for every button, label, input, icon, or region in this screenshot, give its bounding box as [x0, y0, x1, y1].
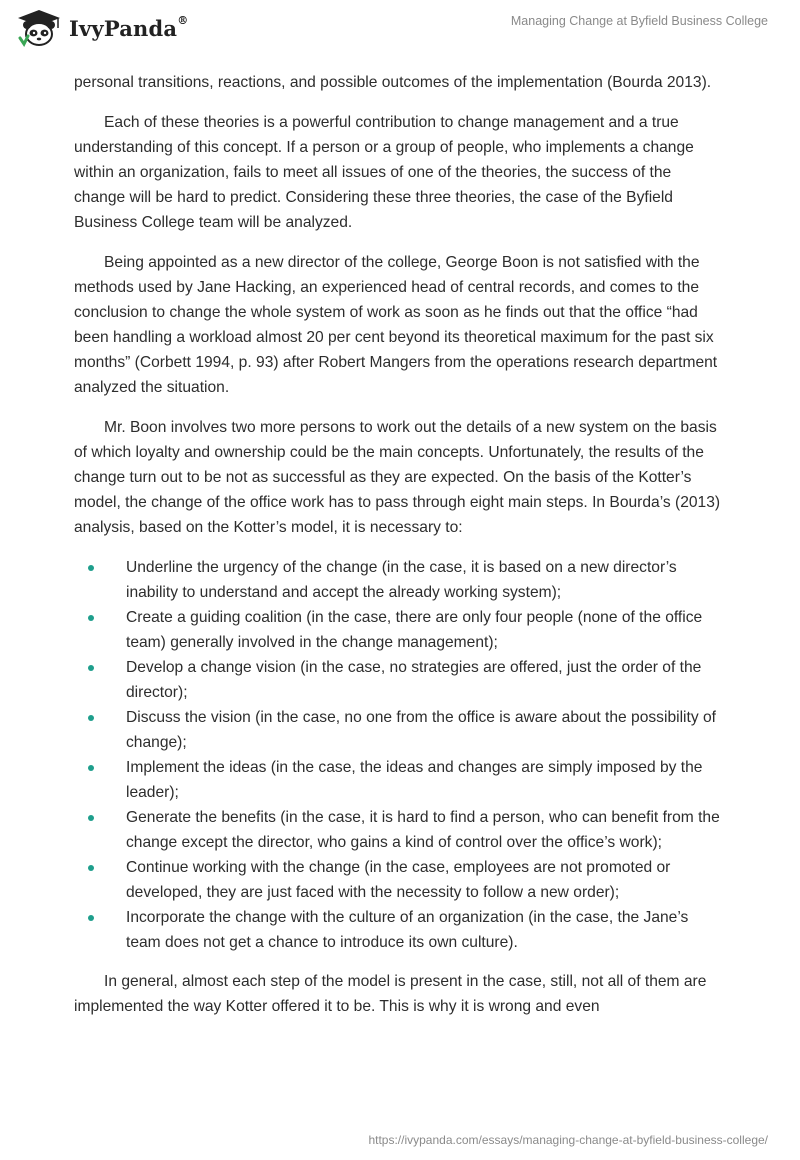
source-url[interactable]: https://ivypanda.com/essays/managing-change-at-byfield-business-college/ — [368, 1133, 768, 1147]
bullet-icon — [88, 665, 94, 671]
bullet-icon — [88, 615, 94, 621]
brand-name: IvyPanda® — [69, 13, 189, 41]
page-header — [0, 0, 800, 70]
document-title: Managing Change at Byfield Business College — [510, 14, 768, 28]
list-item: Underline the urgency of the change (in the case, it is based on a new director’s inability to understand and accept the already working system); — [74, 555, 724, 605]
bullet-icon — [88, 915, 94, 921]
kotter-steps-list — [74, 555, 724, 955]
list-item: Incorporate the change with the culture of an organization (in the case, the Jane’s team does not get a chance to introduce its own culture). — [74, 905, 724, 955]
paragraph-1: personal transitions, reactions, and possible outcomes of the implementation (Bourda 2013). — [74, 74, 712, 91]
list-item: Implement the ideas (in the case, the ideas and changes are simply imposed by the leader); — [74, 755, 724, 805]
bullet-icon — [88, 865, 94, 871]
paragraph-4: Mr. Boon involves two more persons to work out the details of a new system on the basis of which loyalty and ownership could be the main concepts. Unfortunately, the results of the change turn out to be not as successful as they are expected. On the basis of the Kotter’s model, the change of the office work has to pass through eight main steps. In Bourda’s (2013) analysis, based on the Kotter’s model, it is necessary to: — [74, 419, 721, 536]
list-item: Continue working with the change (in the case, employees are not promoted or developed, they are just faced with the necessity to follow a new order); — [74, 855, 724, 905]
list-item: Discuss the vision (in the case, no one from the office is aware about the possibility of change); — [74, 705, 724, 755]
paragraph-3: Being appointed as a new director of the college, George Boon is not satisfied with the methods used by Jane Hacking, an experienced head of central records, and comes to the conclusion to change the whole system of work as soon as he finds out that the office “had been handling a workload almost 20 per cent beyond its theoretical maximum for the past six months” (Corbett 1994, p. 93) after Robert Mangers from the operations research department analyzed the situation. — [74, 254, 718, 396]
bullet-icon — [88, 815, 94, 821]
bullet-icon — [88, 565, 94, 571]
essay-body — [74, 70, 724, 1034]
paragraph-5: In general, almost each step of the model is present in the case, still, not all of them are implemented the way Kotter offered it to be. This is why it is wrong and even — [74, 973, 707, 1015]
list-item: Create a guiding coalition (in the case, there are only four people (none of the office team) generally involved in the change management); — [74, 605, 724, 655]
panda-graduate-icon — [14, 8, 64, 48]
list-item: Develop a change vision (in the case, no strategies are offered, just the order of the director); — [74, 655, 724, 705]
bullet-icon — [88, 765, 94, 771]
bullet-icon — [88, 715, 94, 721]
paragraph-2: Each of these theories is a powerful contribution to change management and a true understanding of this concept. If a person or a group of people, who implements a change within an organization, fails to meet all issues of one of the theories, the success of the change will be hard to predict. Considering these three theories, the case of the Byfield Business College team will be analyzed. — [74, 114, 694, 231]
list-item: Generate the benefits (in the case, it is hard to find a person, who can benefit from the change except the director, who gains a kind of control over the office’s work); — [74, 805, 724, 855]
brand-logo[interactable] — [14, 8, 188, 48]
